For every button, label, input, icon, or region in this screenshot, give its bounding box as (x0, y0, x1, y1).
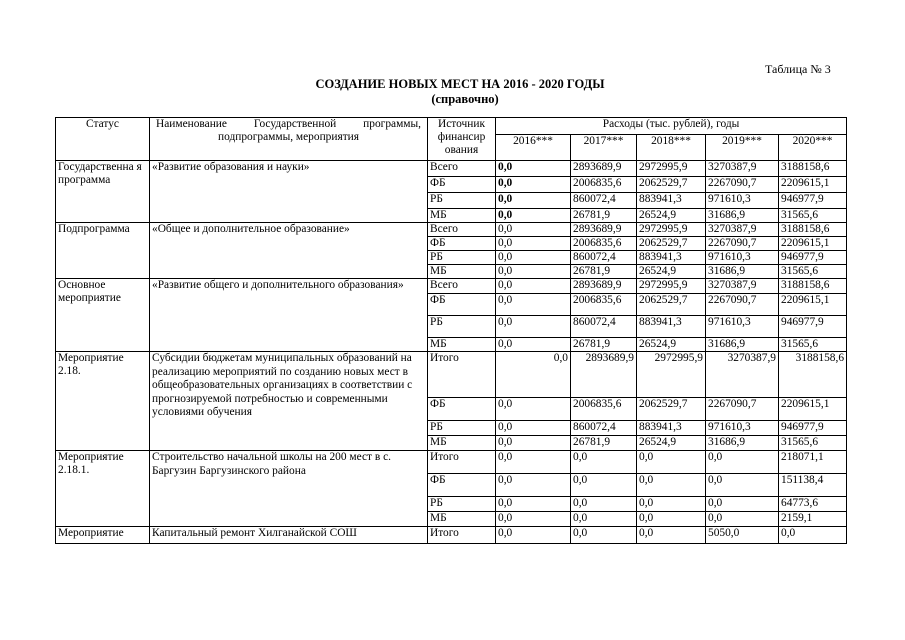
row-status: Мероприятие 2.18.1. (56, 451, 150, 527)
cell-value: 860072,4 (571, 316, 637, 338)
cell-value: 0,0 (496, 497, 571, 512)
header-year: 2020*** (779, 135, 847, 161)
cell-value: 0,0 (637, 527, 706, 544)
cell-value: 2893689,9 (571, 223, 637, 237)
cell-value: 0,0 (496, 223, 571, 237)
header-status: Статус (56, 118, 150, 161)
cell-value: 2972995,9 (637, 161, 706, 177)
table-row (56, 527, 847, 544)
cell-value: 860072,4 (571, 421, 637, 436)
cell-value: 3270387,9 (706, 279, 779, 294)
cell-value: 0,0 (706, 474, 779, 497)
cell-value: 2267090,7 (706, 177, 779, 193)
row-status: Мероприятие (56, 527, 150, 544)
cell-value: 0,0 (496, 474, 571, 497)
cell-value: 64773,6 (779, 497, 847, 512)
cell-value: 218071,1 (779, 451, 847, 474)
row-source: РБ (428, 497, 496, 512)
cell-value: 3188158,6 (779, 279, 847, 294)
table-body (56, 161, 847, 544)
cell-value: 2006835,6 (571, 237, 637, 251)
row-source: Итого (428, 527, 496, 544)
cell-value: 2972995,9 (637, 279, 706, 294)
cell-value: 26781,9 (571, 265, 637, 279)
header-name: Наименование Государственной программы, подпрограммы, мероприятия (150, 118, 428, 161)
row-source: Всего (428, 161, 496, 177)
cell-value: 0,0 (571, 527, 637, 544)
cell-value: 2972995,9 (637, 223, 706, 237)
cell-value: 3270387,9 (706, 161, 779, 177)
header-year: 2016*** (496, 135, 571, 161)
cell-value: 31565,6 (779, 338, 847, 352)
cell-value: 0,0 (496, 436, 571, 451)
cell-value: 3188158,6 (779, 352, 847, 398)
cell-value: 0,0 (637, 451, 706, 474)
cell-value: 3270387,9 (706, 352, 779, 398)
cell-value: 883941,3 (637, 316, 706, 338)
table-row (56, 451, 847, 474)
table-row (56, 161, 847, 177)
cell-value: 0,0 (496, 338, 571, 352)
header-source: Источник финансир ования (428, 118, 496, 161)
row-name: Капитальный ремонт Хилганайской СОШ (150, 527, 428, 544)
cell-value: 0,0 (571, 512, 637, 527)
cell-value: 0,0 (637, 497, 706, 512)
cell-value: 31565,6 (779, 209, 847, 223)
cell-value: 0,0 (779, 527, 847, 544)
cell-value: 26524,9 (637, 338, 706, 352)
header-year: 2019*** (706, 135, 779, 161)
header-year: 2018*** (637, 135, 706, 161)
cell-value: 26524,9 (637, 436, 706, 451)
cell-value: 2209615,1 (779, 294, 847, 316)
cell-value: 971610,3 (706, 421, 779, 436)
row-source: Всего (428, 223, 496, 237)
cell-value: 0,0 (496, 251, 571, 265)
cell-value: 0,0 (496, 161, 571, 177)
row-source: МБ (428, 338, 496, 352)
title-line-2: (справочно) (431, 92, 499, 106)
row-name: «Развитие общего и дополнительного образования» (150, 279, 428, 352)
cell-value: 2267090,7 (706, 237, 779, 251)
cell-value: 883941,3 (637, 193, 706, 209)
cell-value: 946977,9 (779, 251, 847, 265)
cell-value: 31565,6 (779, 436, 847, 451)
cell-value: 0,0 (706, 512, 779, 527)
row-name: Строительство начальной школы на 200 мест в с. Баргузин Баргузинского района (150, 451, 428, 527)
cell-value: 3270387,9 (706, 223, 779, 237)
cell-value: 2267090,7 (706, 398, 779, 421)
cell-value: 0,0 (496, 398, 571, 421)
cell-value: 2267090,7 (706, 294, 779, 316)
cell-value: 2159,1 (779, 512, 847, 527)
cell-value: 946977,9 (779, 421, 847, 436)
cell-value: 2893689,9 (571, 279, 637, 294)
header-year: 2017*** (571, 135, 637, 161)
row-status: Мероприятие 2.18. (56, 352, 150, 451)
cell-value: 0,0 (496, 421, 571, 436)
table-number: Таблица № 3 (765, 62, 831, 76)
header-expenses: Расходы (тыс. рублей), годы (496, 118, 847, 135)
cell-value: 2006835,6 (571, 294, 637, 316)
table-row (56, 279, 847, 294)
cell-value: 0,0 (571, 451, 637, 474)
row-source: РБ (428, 193, 496, 209)
cell-value: 2209615,1 (779, 237, 847, 251)
cell-value: 883941,3 (637, 251, 706, 265)
row-source: МБ (428, 209, 496, 223)
cell-value: 2062529,7 (637, 294, 706, 316)
row-source: ФБ (428, 237, 496, 251)
title-line-1: СОЗДАНИЕ НОВЫХ МЕСТ НА 2016 - 2020 ГОДЫ (315, 77, 605, 91)
cell-value: 2062529,7 (637, 398, 706, 421)
cell-value: 0,0 (496, 352, 571, 398)
cell-value: 0,0 (496, 265, 571, 279)
cell-value: 26524,9 (637, 209, 706, 223)
cell-value: 0,0 (496, 237, 571, 251)
cell-value: 0,0 (496, 294, 571, 316)
cell-value: 0,0 (571, 497, 637, 512)
row-source: РБ (428, 421, 496, 436)
row-source: РБ (428, 316, 496, 338)
expenses-table (55, 117, 847, 544)
cell-value: 0,0 (496, 527, 571, 544)
cell-value: 26524,9 (637, 265, 706, 279)
row-source: ФБ (428, 177, 496, 193)
row-source: МБ (428, 436, 496, 451)
cell-value: 31686,9 (706, 338, 779, 352)
page-title (0, 77, 905, 107)
row-source: Всего (428, 279, 496, 294)
table-row (56, 352, 847, 398)
row-source: РБ (428, 251, 496, 265)
row-name: «Общее и дополнительное образование» (150, 223, 428, 279)
cell-value: 2893689,9 (571, 161, 637, 177)
cell-value: 31686,9 (706, 209, 779, 223)
row-source: ФБ (428, 474, 496, 497)
cell-value: 0,0 (706, 497, 779, 512)
row-status: Государственна я программа (56, 161, 150, 223)
cell-value: 2006835,6 (571, 177, 637, 193)
row-source: МБ (428, 265, 496, 279)
cell-value: 860072,4 (571, 193, 637, 209)
cell-value: 946977,9 (779, 316, 847, 338)
cell-value: 5050,0 (706, 527, 779, 544)
cell-value: 2062529,7 (637, 177, 706, 193)
cell-value: 26781,9 (571, 436, 637, 451)
cell-value: 2972995,9 (637, 352, 706, 398)
cell-value: 971610,3 (706, 251, 779, 265)
cell-value: 2006835,6 (571, 398, 637, 421)
cell-value: 0,0 (637, 512, 706, 527)
cell-value: 151138,4 (779, 474, 847, 497)
row-status: Подпрограмма (56, 223, 150, 279)
cell-value: 0,0 (496, 451, 571, 474)
cell-value: 31686,9 (706, 436, 779, 451)
cell-value: 3188158,6 (779, 223, 847, 237)
cell-value: 0,0 (496, 193, 571, 209)
row-source: ФБ (428, 294, 496, 316)
cell-value: 0,0 (496, 279, 571, 294)
row-source: ФБ (428, 398, 496, 421)
cell-value: 31565,6 (779, 265, 847, 279)
cell-value: 26781,9 (571, 338, 637, 352)
cell-value: 0,0 (571, 474, 637, 497)
row-source: МБ (428, 512, 496, 527)
cell-value: 0,0 (706, 451, 779, 474)
row-status: Основное мероприятие (56, 279, 150, 352)
cell-value: 31686,9 (706, 265, 779, 279)
cell-value: 3188158,6 (779, 161, 847, 177)
cell-value: 0,0 (496, 209, 571, 223)
cell-value: 2062529,7 (637, 237, 706, 251)
cell-value: 0,0 (496, 316, 571, 338)
cell-value: 971610,3 (706, 316, 779, 338)
cell-value: 946977,9 (779, 193, 847, 209)
cell-value: 883941,3 (637, 421, 706, 436)
row-name: «Развитие образования и науки» (150, 161, 428, 223)
cell-value: 0,0 (496, 177, 571, 193)
cell-value: 2893689,9 (571, 352, 637, 398)
cell-value: 860072,4 (571, 251, 637, 265)
cell-value: 26781,9 (571, 209, 637, 223)
table-row (56, 223, 847, 237)
cell-value: 0,0 (496, 512, 571, 527)
cell-value: 2209615,1 (779, 398, 847, 421)
cell-value: 0,0 (637, 474, 706, 497)
cell-value: 971610,3 (706, 193, 779, 209)
row-name: Субсидии бюджетам муниципальных образований на реализацию мероприятий по созданию новых мест в общеобразовательных организациях в соответствии с прогнозируемой потребностью и современными условиями обучения (150, 352, 428, 451)
row-source: Итого (428, 352, 496, 398)
row-source: Итого (428, 451, 496, 474)
cell-value: 2209615,1 (779, 177, 847, 193)
